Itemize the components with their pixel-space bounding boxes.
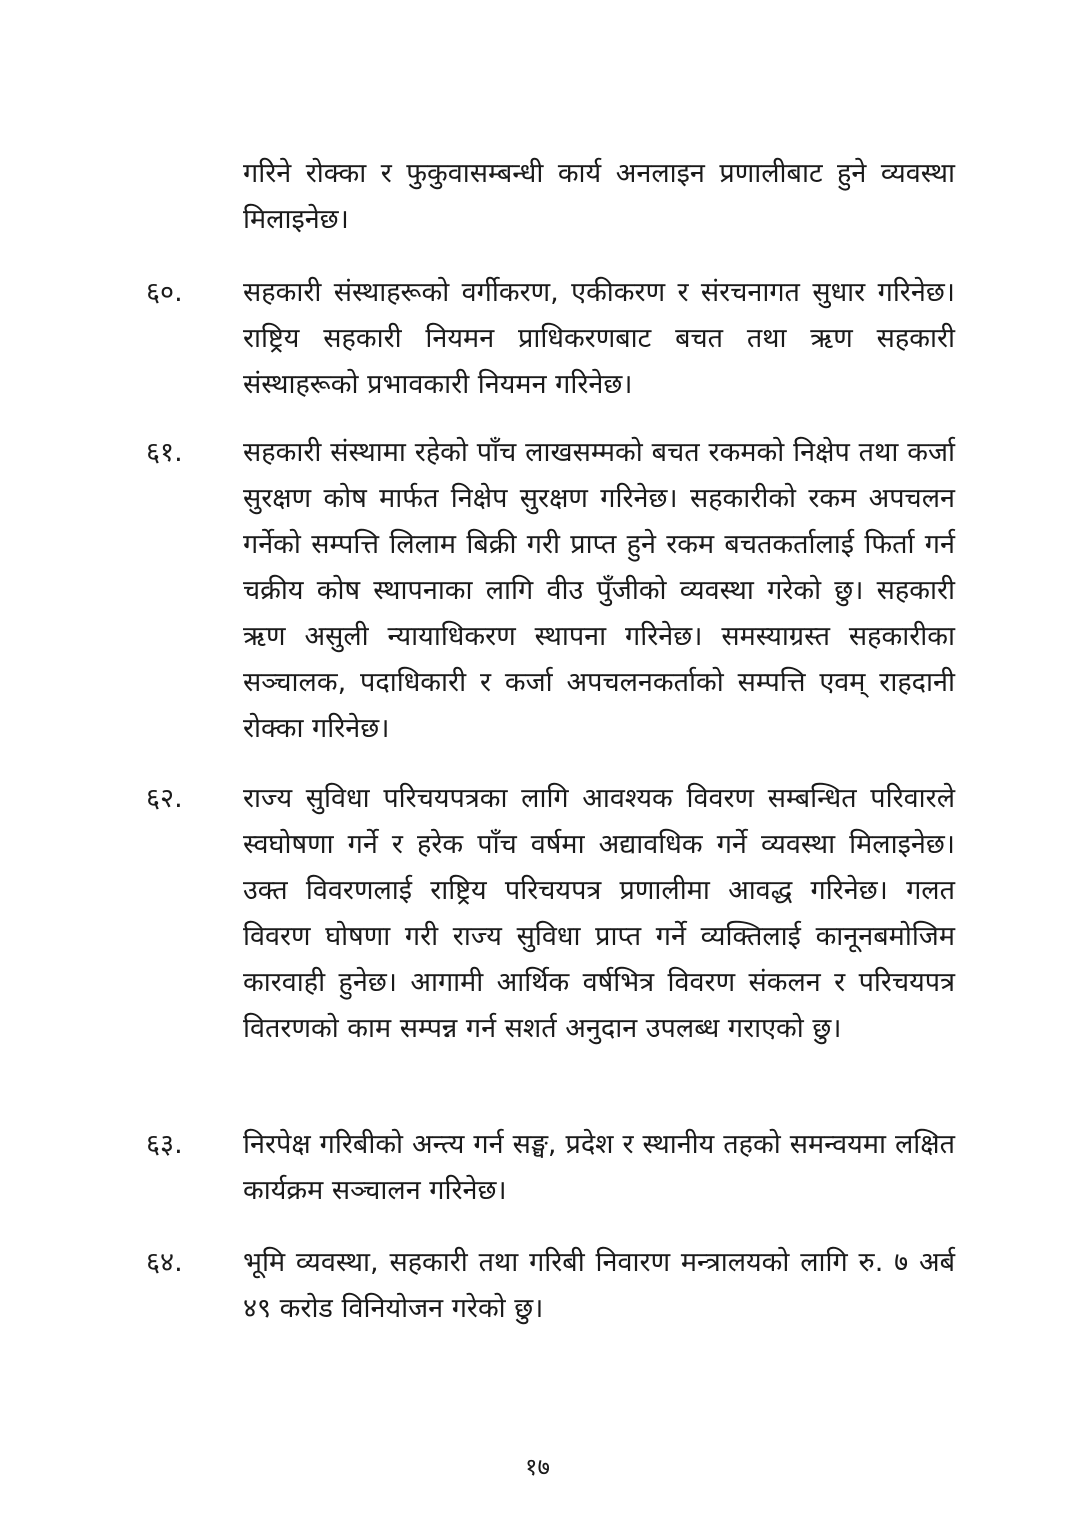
paragraph-number: ६३. bbox=[146, 1129, 183, 1160]
paragraph-text: भूमि व्यवस्था, सहकारी तथा गरिबी निवारण मन्त्रालयको लागि रु. ७ अर्ब ४९ करोड विनियोजन गरेको छु। bbox=[243, 1247, 955, 1324]
paragraph-number: ६२. bbox=[146, 783, 183, 814]
paragraph-text: सहकारी संस्थाहरूको वर्गीकरण, एकीकरण र संरचनागत सुधार गरिनेछ। राष्ट्रिय सहकारी नियमन प्राधिकरणबाट बचत तथा ऋण सहकारी संस्थाहरूको प्रभावकारी नियमन गरिनेछ। bbox=[243, 277, 955, 400]
paragraph-text: राज्य सुविधा परिचयपत्रका लागि आवश्यक विवरण सम्बन्धित परिवारले स्वघोषणा गर्ने र हरेक पाँच वर्षमा अद्यावधिक गर्ने व्यवस्था मिलाइनेछ। उक्त विवरणलाई राष्ट्रिय परिचयपत्र प्रणालीमा आवद्ध गरिनेछ। गलत विवरण घोषणा गरी राज्य सुविधा प्राप्त गर्ने व्यक्तिलाई कानूनबमोजिम कारवाही हुनेछ। आगामी आर्थिक वर्षभित्र विवरण संकलन र परिचयपत्र वितरणको काम सम्पन्न गर्न सशर्त अनुदान उपलब्ध गराएको छु। bbox=[243, 783, 955, 1044]
paragraph-number: ६४. bbox=[146, 1247, 183, 1278]
paragraph-text: सहकारी संस्थामा रहेको पाँच लाखसम्मको बचत रकमको निक्षेप तथा कर्जा सुरक्षण कोष मार्फत निक्षेप सुरक्षण गरिनेछ। सहकारीको रकम अपचलन गर्नेको सम्पत्ति लिलाम बिक्री गरी प्राप्त हुने रकम बचतकर्तालाई फिर्ता गर्न चक्रीय कोष स्थापनाका लागि वीउ पुँजीको व्यवस्था गरेको छु। सहकारी ऋण असुली न्यायाधिकरण स्थापना गरिनेछ। समस्याग्रस्त सहकारीका सञ्चालक, पदाधिकारी र कर्जा अपचलनकर्ताको सम्पत्ति एवम् राहदानी रोक्का गरिनेछ। bbox=[243, 437, 955, 744]
page-number: १७ bbox=[525, 1453, 550, 1481]
continuation-paragraph: गरिने रोक्का र फुकुवासम्बन्धी कार्य अनलाइन प्रणालीबाट हुने व्यवस्था मिलाइनेछ। bbox=[243, 158, 955, 235]
paragraph-text: निरपेक्ष गरिबीको अन्त्य गर्न सङ्घ, प्रदेश र स्थानीय तहको समन्वयमा लक्षित कार्यक्रम सञ्चालन गरिनेछ। bbox=[243, 1129, 955, 1206]
paragraph-number: ६०. bbox=[146, 277, 183, 308]
paragraph-number: ६१. bbox=[146, 437, 183, 468]
